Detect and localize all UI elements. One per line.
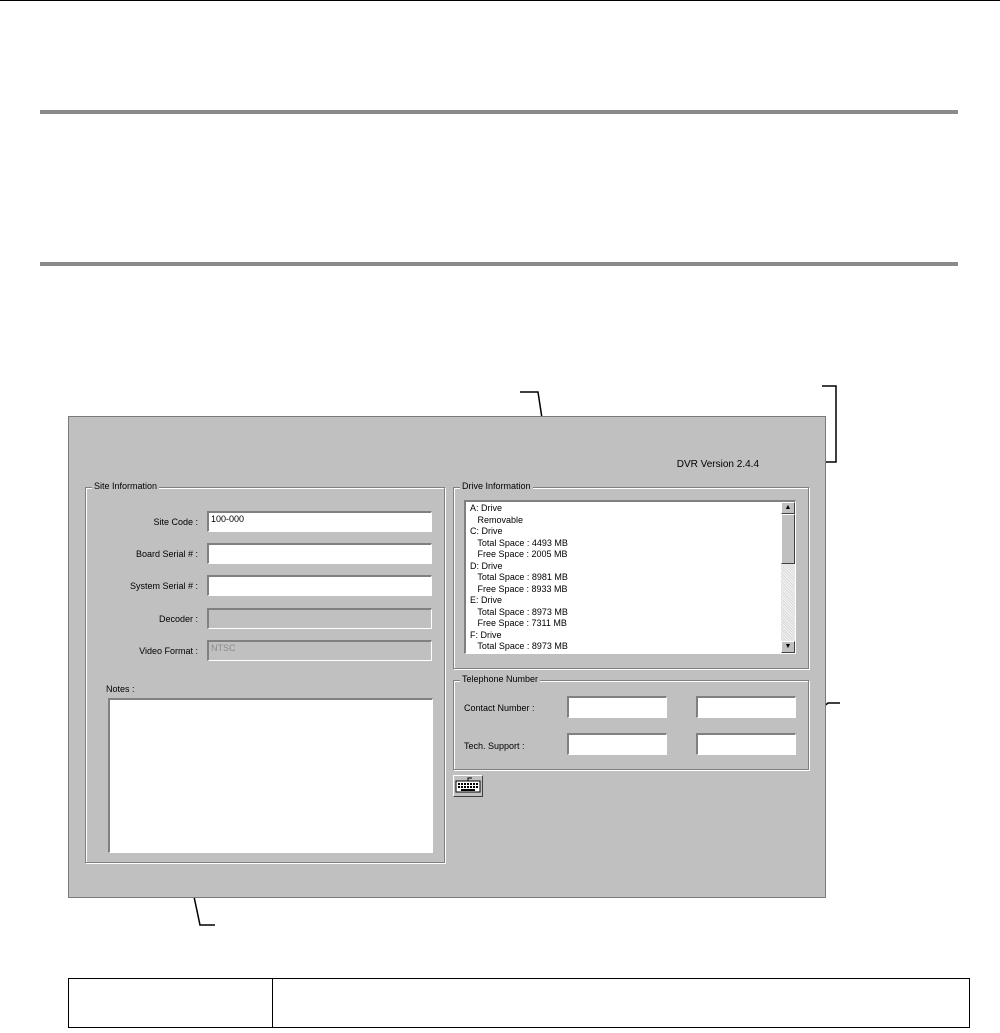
tech-support-input-1[interactable] bbox=[567, 733, 667, 755]
version-label: DVR Version 2.4.4 bbox=[676, 459, 759, 470]
keyboard-icon bbox=[454, 776, 482, 796]
drive-list-item: Total Space : 8973 MB bbox=[470, 606, 568, 617]
site-code-input[interactable]: 100-000 bbox=[207, 511, 432, 532]
site-information-group bbox=[85, 481, 445, 863]
telephone-number-group bbox=[453, 674, 809, 770]
board-serial-label: Board Serial # : bbox=[135, 549, 198, 559]
drive-lines bbox=[470, 503, 568, 653]
drive-list-item: Total Space : 4493 MB bbox=[470, 537, 568, 548]
system-info-dialog bbox=[68, 416, 826, 898]
tech-support-label: Tech. Support : bbox=[464, 741, 525, 751]
drive-list-item: A: Drive bbox=[470, 503, 503, 513]
drive-information-group bbox=[453, 481, 809, 669]
drive-list-item: E: Drive bbox=[470, 595, 503, 605]
drive-list-item: Free Space : 7311 MB bbox=[470, 618, 567, 628]
drive-list-item: C: Drive bbox=[470, 526, 503, 536]
tech-support-input-2[interactable] bbox=[696, 733, 796, 755]
drive-list-scrollbar[interactable] bbox=[781, 502, 795, 653]
drive-list-item: Free Space : 2005 MB bbox=[470, 549, 568, 559]
video-format-label: Video Format : bbox=[139, 646, 198, 656]
drive-list-item: F: Drive bbox=[470, 629, 502, 640]
system-serial-input[interactable] bbox=[207, 575, 432, 596]
arrow-down-icon[interactable]: ▼ bbox=[781, 641, 795, 653]
drive-list-item: Total Space : 8981 MB bbox=[470, 572, 568, 582]
table-cell-description bbox=[273, 979, 969, 1027]
telephone-number-legend: Telephone Number bbox=[462, 674, 539, 684]
table-cell-term bbox=[69, 979, 273, 1027]
site-code-label: Site Code : bbox=[153, 517, 198, 527]
description-table bbox=[68, 978, 970, 1028]
drive-information-legend: Drive Information bbox=[462, 481, 531, 491]
drive-list-item: Total Space : 8973 MB bbox=[470, 641, 568, 651]
contact-number-input-1[interactable] bbox=[567, 696, 667, 718]
video-format-input: NTSC bbox=[207, 640, 432, 661]
contact-number-input-2[interactable] bbox=[696, 696, 796, 718]
contact-number-label: Contact Number : bbox=[464, 703, 535, 713]
scrollbar-thumb[interactable] bbox=[781, 514, 795, 564]
notes-textarea[interactable] bbox=[108, 698, 433, 853]
decoder-label: Decoder : bbox=[158, 614, 198, 624]
notes-label: Notes : bbox=[106, 684, 135, 694]
drive-list-item: Free Space : 8933 MB bbox=[470, 583, 568, 594]
keyboard-button[interactable] bbox=[453, 775, 483, 797]
system-serial-label: System Serial # : bbox=[129, 581, 198, 591]
arrow-up-icon[interactable]: ▲ bbox=[781, 502, 795, 514]
decoder-input bbox=[207, 608, 432, 629]
drive-information-list[interactable] bbox=[464, 500, 796, 654]
site-information-legend: Site Information bbox=[94, 481, 158, 491]
drive-list-item: Removable bbox=[470, 514, 524, 525]
drive-list-item: D: Drive bbox=[470, 560, 503, 571]
board-serial-input[interactable] bbox=[207, 543, 432, 564]
